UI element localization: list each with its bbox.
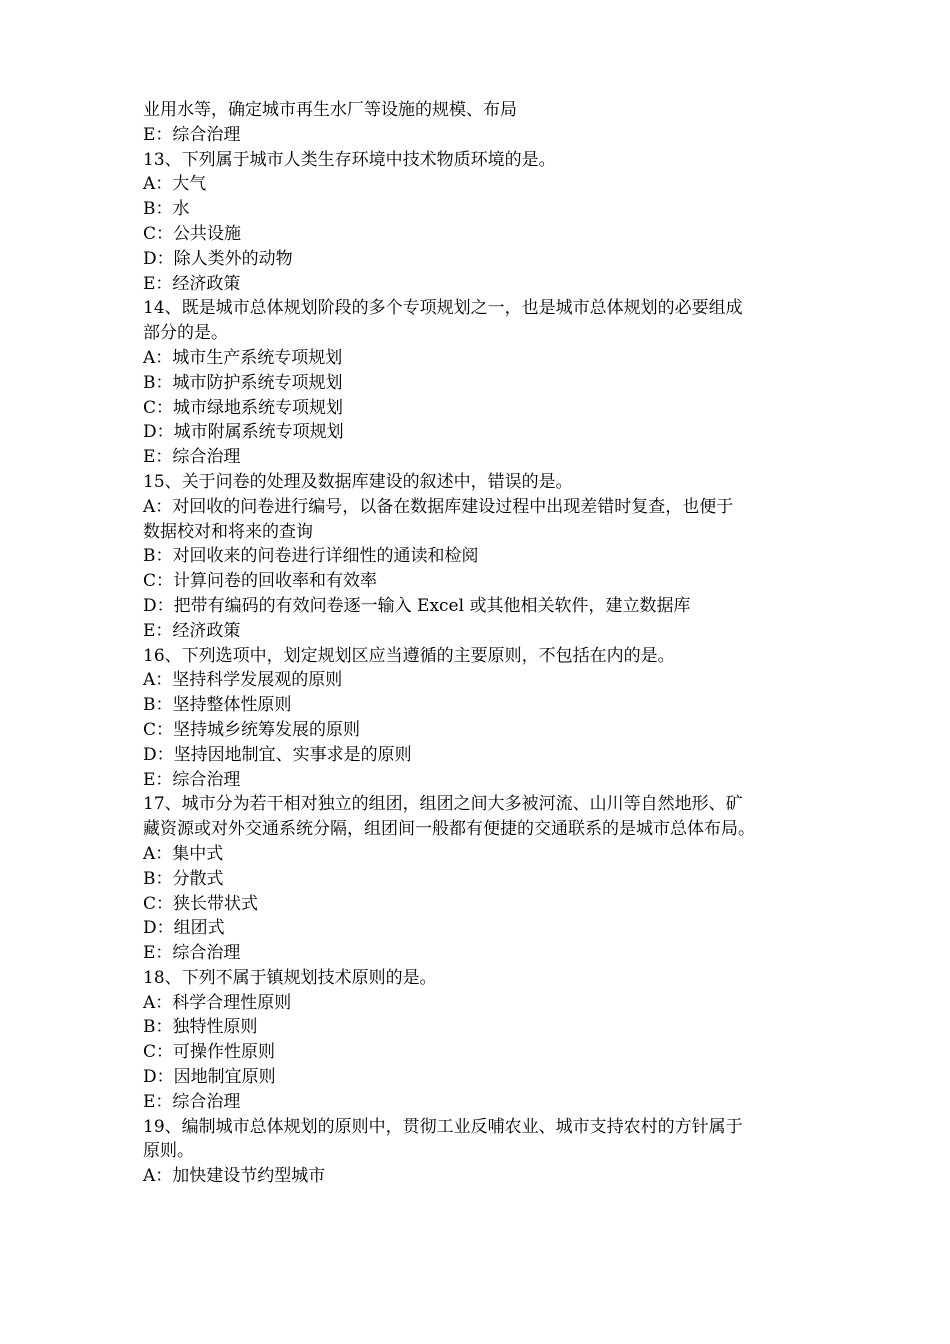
option-a: A：集中式	[143, 843, 224, 864]
option-d: D：坚持因地制宜、实事求是的原则	[143, 744, 412, 765]
question-18: 18、下列不属于镇规划技术原则的是。	[143, 967, 437, 988]
option-b: B：独特性原则	[143, 1017, 258, 1038]
option-c: C：公共设施	[143, 223, 242, 244]
option-e: E：综合治理	[143, 943, 241, 964]
question-14: 14、既是城市总体规划阶段的多个专项规划之一，也是城市总体规划的必要组成	[143, 298, 743, 319]
option-e: E：综合治理	[143, 1091, 241, 1112]
option-d: D：组团式	[143, 918, 225, 939]
option-d: D：除人类外的动物	[143, 248, 293, 269]
option-e: E：综合治理	[143, 124, 241, 145]
option-a: A：科学合理性原则	[143, 992, 292, 1013]
text-line: 业用水等，确定城市再生水厂等设施的规模、布局	[143, 100, 517, 120]
option-d: D：把带有编码的有效问卷逐一输入 Excel 或其他相关软件，建立数据库	[143, 595, 691, 616]
option-d: D：城市附属系统专项规划	[143, 422, 344, 443]
question-13: 13、下列属于城市人类生存环境中技术物质环境的是。	[143, 149, 556, 170]
option-c: C：城市绿地系统专项规划	[143, 397, 344, 418]
option-b: B：分散式	[143, 868, 224, 889]
option-b: B：对回收来的问卷进行详细性的通读和检阅	[143, 546, 479, 567]
option-a: A：城市生产系统专项规划	[143, 347, 343, 368]
option-a: A：坚持科学发展观的原则	[143, 670, 343, 691]
option-d: D：因地制宜原则	[143, 1067, 276, 1088]
option-e: E：经济政策	[143, 620, 241, 641]
option-b: B：水	[143, 199, 190, 220]
option-c: C：狭长带状式	[143, 893, 259, 914]
option-e: E：综合治理	[143, 769, 241, 790]
option-b: B：坚持整体性原则	[143, 695, 292, 716]
option-a: A：加快建设节约型城市	[143, 1166, 326, 1187]
option-c: C：坚持城乡统筹发展的原则	[143, 719, 361, 740]
document-page	[143, 98, 823, 1189]
question-19: 19、编制城市总体规划的原则中，贯彻工业反哺农业、城市支持农村的方针属于	[143, 1116, 743, 1137]
question-15: 15、关于问卷的处理及数据库建设的叙述中，错误的是。	[143, 471, 573, 492]
question-19-cont: 原则。	[143, 1141, 194, 1162]
option-c: C：可操作性原则	[143, 1042, 276, 1063]
question-14-cont: 部分的是。	[143, 323, 228, 344]
option-b: B：城市防护系统专项规划	[143, 372, 343, 393]
question-17-cont: 藏资源或对外交通系统分隔，组团间一般都有便捷的交通联系的是城市总体布局。	[143, 819, 755, 840]
option-e: E：经济政策	[143, 273, 241, 294]
option-a: A：对回收的问卷进行编号，以备在数据库建设过程中出现差错时复查，也便于	[143, 496, 734, 517]
option-a-cont: 数据校对和将来的查询	[143, 521, 313, 542]
option-c: C：计算问卷的回收率和有效率	[143, 571, 378, 592]
option-e: E：综合治理	[143, 447, 241, 468]
option-a: A：大气	[143, 174, 207, 195]
question-17: 17、城市分为若干相对独立的组团，组团之间大多被河流、山川等自然地形、矿	[143, 794, 743, 815]
question-16: 16、下列选项中，划定规划区应当遵循的主要原则，不包括在内的是。	[143, 645, 675, 666]
